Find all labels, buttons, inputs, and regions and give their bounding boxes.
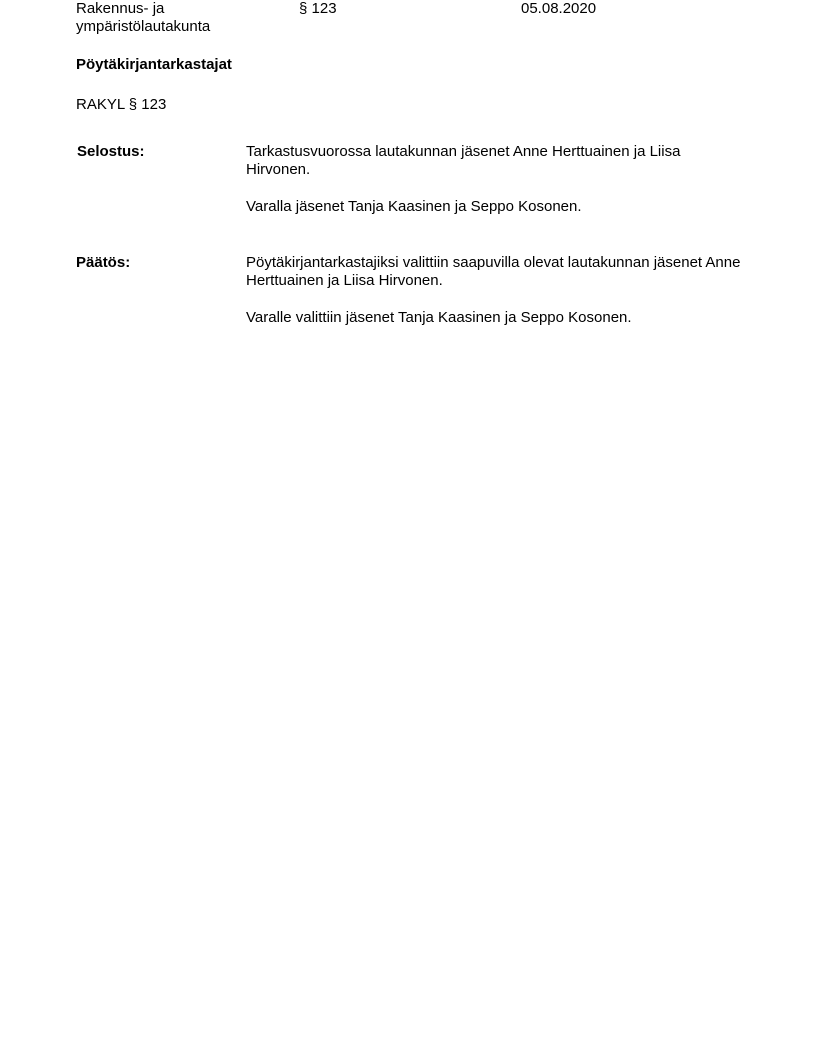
document-reference: RAKYL § 123 [76, 96, 167, 113]
selostus-body [246, 143, 746, 216]
selostus-label: Selostus: [77, 143, 145, 160]
paatos-label: Päätös: [76, 254, 131, 271]
header-organization [76, 0, 276, 36]
selostus-paragraph-1: Tarkastusvuorossa lautakunnan jäsenet Anne Herttuainen ja Liisa Hirvonen. [246, 143, 681, 178]
document-title: Pöytäkirjantarkastajat [76, 56, 232, 73]
paatos-body [246, 254, 746, 327]
organization-line-1: Rakennus- ja [76, 0, 165, 17]
selostus-paragraph-2: Varalla jäsenet Tanja Kaasinen ja Seppo Kosonen. [246, 198, 582, 215]
header-section-number: § 123 [299, 0, 337, 17]
header-date: 05.08.2020 [521, 0, 597, 17]
paatos-paragraph-2: Varalle valittiin jäsenet Tanja Kaasinen ja Seppo Kosonen. [246, 309, 632, 326]
organization-line-2: ympäristölautakunta [76, 18, 211, 35]
paatos-paragraph-1: Pöytäkirjantarkastajiksi valittiin saapuvilla olevat lautakunnan jäsenet Anne Herttuainen ja Liisa Hirvonen. [246, 254, 741, 289]
